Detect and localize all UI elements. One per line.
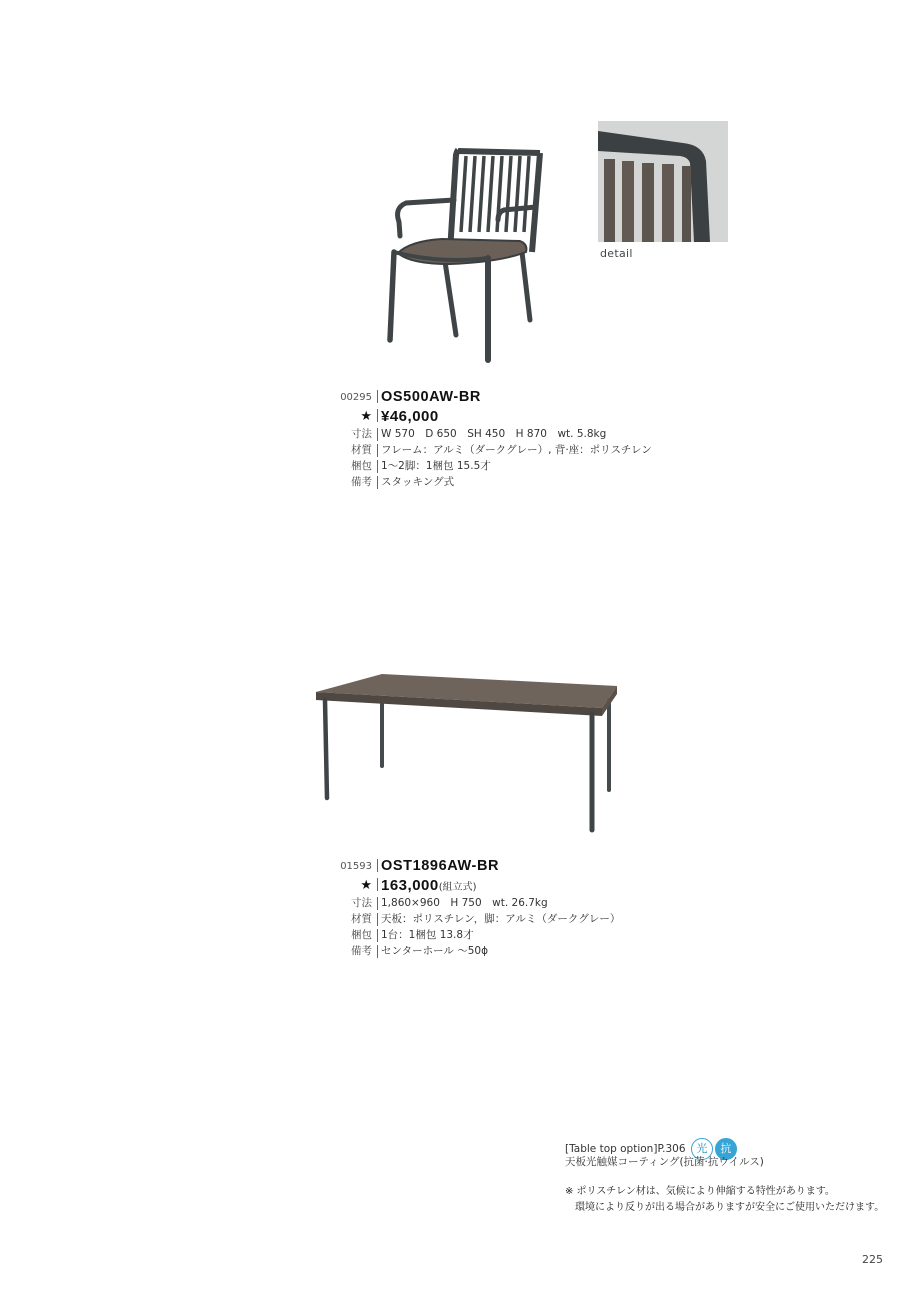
product-code: 01593	[340, 861, 372, 872]
note-line: 環境により反りが出る場合がありますが安全にご使用いただけます。	[565, 1202, 885, 1213]
antibacterial-badge-icon: 抗	[715, 1138, 737, 1160]
divider	[377, 859, 378, 872]
table-top-option	[565, 1138, 764, 1170]
divider	[377, 878, 378, 891]
page-number: 225	[862, 1253, 883, 1266]
product-price: 163,000(組立式)	[381, 877, 477, 894]
product-price: ¥46,000	[381, 408, 439, 425]
product-model: OS500AW-BR	[381, 389, 481, 405]
note-line: ※ ポリスチレン材は、気候により伸縮する特性があります。	[565, 1186, 835, 1197]
notes	[565, 1184, 884, 1216]
divider	[377, 390, 378, 403]
detail-caption: detail	[600, 247, 633, 260]
option-ref-line	[565, 1138, 764, 1154]
option-label: [Table top option]	[565, 1143, 658, 1155]
photocatalyst-badge-icon: 光	[691, 1138, 713, 1160]
option-description: 天板光触媒コーティング(抗菌·抗ウイルス)	[565, 1156, 764, 1168]
option-page-ref: P.306	[657, 1143, 686, 1155]
star-mark: ★	[360, 878, 372, 893]
star-mark: ★	[360, 409, 372, 424]
product-code: 00295	[340, 392, 372, 403]
table-image	[312, 670, 622, 835]
divider	[377, 409, 378, 422]
product-model: OST1896AW-BR	[381, 858, 500, 874]
detail-photo	[598, 121, 728, 242]
chair-image	[380, 140, 550, 365]
